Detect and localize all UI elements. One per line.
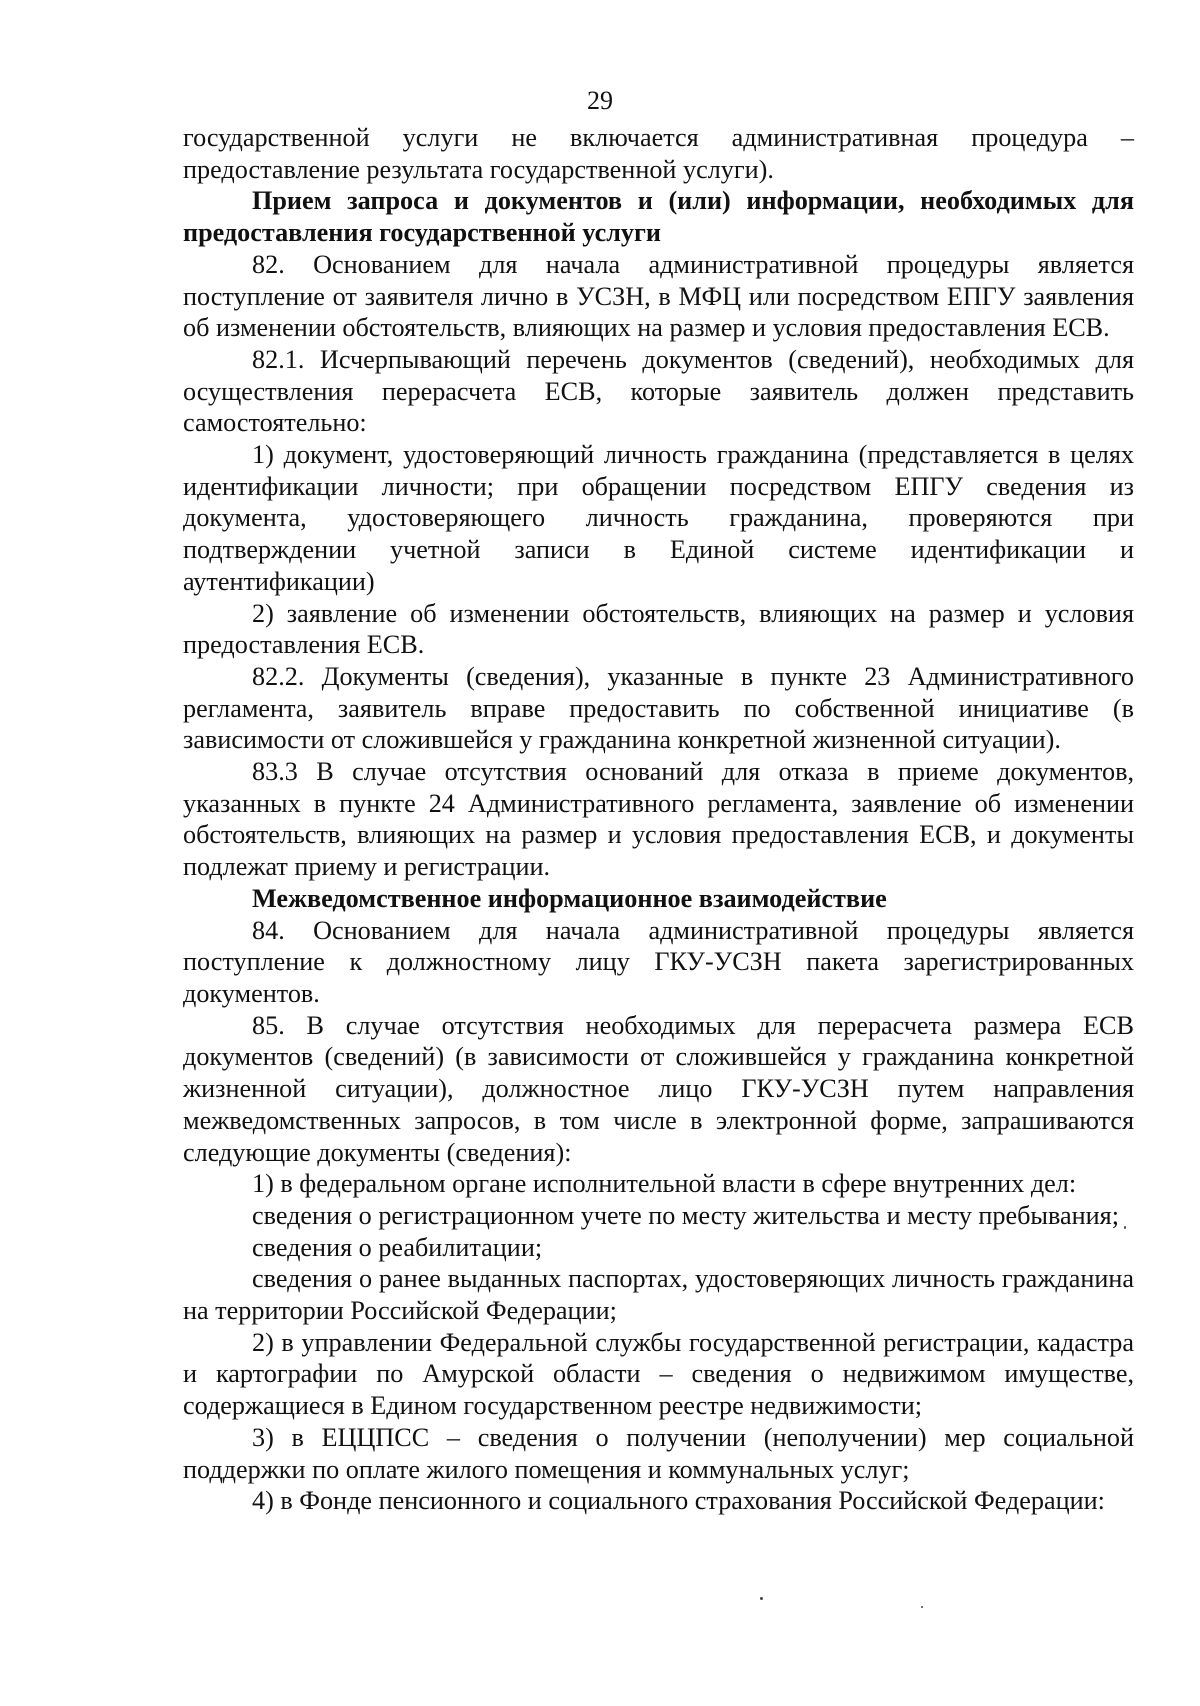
- list-item-identity-document: 1) документ, удостоверяющий личность гражданина (представляется в целях идентификации личности; при обращении посредством ЕПГУ сведения из документа, удостоверяющего личность гражданина, проверяются при подтверждении учетной записи в Единой системе идентификации и аутентификации): [183, 440, 1134, 596]
- paragraph-continuation: государственной услуги не включается административная процедура – предоставление результата государственной услуги).: [183, 123, 1134, 184]
- paragraph-82: 82. Основанием для начала административной процедуры является поступление от заявителя лично в УСЗН, в МФЦ или посредством ЕПГУ заявления об изменении обстоятельств, влияющих на размер и условия предоставления ЕСВ.: [183, 249, 1134, 343]
- page-number: 29: [587, 86, 613, 115]
- list-item-pension-fund: 4) в Фонде пенсионного и социального страхования Российской Федерации:: [252, 1486, 1105, 1516]
- list-item-rosreestr: 2) в управлении Федеральной службы государственной регистрации, кадастра и картографии по Амурской области – сведения о недвижимом имуществе, содержащиеся в Едином государственном реестре недвижимости;: [183, 1327, 1134, 1421]
- section-heading-request-acceptance: Прием запроса и документов и (или) информации, необходимых для предоставления государственной услуги: [183, 186, 1134, 248]
- document-body: [183, 122, 1134, 1517]
- paragraph-84: 84. Основанием для начала административной процедуры является поступление к должностному лицу ГКУ-УСЗН пакета зарегистрированных документов.: [183, 915, 1134, 1008]
- section-heading-interagency: Межведомственное информационное взаимодействие: [252, 883, 887, 913]
- sub-item-registration: сведения о регистрационном учете по месту жительства и месту пребывания;: [252, 1200, 1119, 1230]
- paragraph-82-1: 82.1. Исчерпывающий перечень документов (сведений), необходимых для осуществления перерасчета ЕСВ, которые заявитель должен представить самостоятельно:: [183, 344, 1134, 438]
- list-item-internal-affairs: 1) в федеральном органе исполнительной власти в сфере внутренних дел:: [252, 1169, 1077, 1199]
- list-item-application: 2) заявление об изменении обстоятельств, влияющих на размер и условия предоставления ЕСВ.: [183, 598, 1134, 660]
- list-item-eccpss: 3) в ЕЦЦПСС – сведения о получении (неполучении) мер социальной поддержки по оплате жилого помещения и коммунальных услуг;: [183, 1422, 1134, 1484]
- scan-speck: [760, 1597, 763, 1600]
- paragraph-83-3: 83.3 В случае отсутствия оснований для отказа в приеме документов, указанных в пункте 24 Административного регламента, заявление об изменении обстоятельств, влияющих на размер и условия предоставления ЕСВ, и документы подлежат приему и регистрации.: [183, 757, 1134, 882]
- paragraph-85: 85. В случае отсутствия необходимых для перерасчета размера ЕСВ документов (сведений) (в зависимости от сложившейся у гражданина конкретной жизненной ситуации), должностное лицо ГКУ-УСЗН путем направления межведомственных запросов, в том числе в электронной форме, запрашиваются следующие документы (сведения):: [183, 1010, 1134, 1167]
- paragraph-82-2: 82.2. Документы (сведения), указанные в пункте 23 Административного регламента, заявитель вправе предоставить по собственной инициативе (в зависимости от сложившейся у гражданина конкретной жизненной ситуации).: [183, 661, 1134, 755]
- scan-speck: [921, 1606, 923, 1608]
- scan-speck: [1124, 1226, 1126, 1229]
- sub-item-passports: сведения о ранее выданных паспортах, удостоверяющих личность гражданина на территории Российской Федерации;: [183, 1264, 1134, 1326]
- sub-item-rehabilitation: сведения о реабилитации;: [252, 1232, 543, 1262]
